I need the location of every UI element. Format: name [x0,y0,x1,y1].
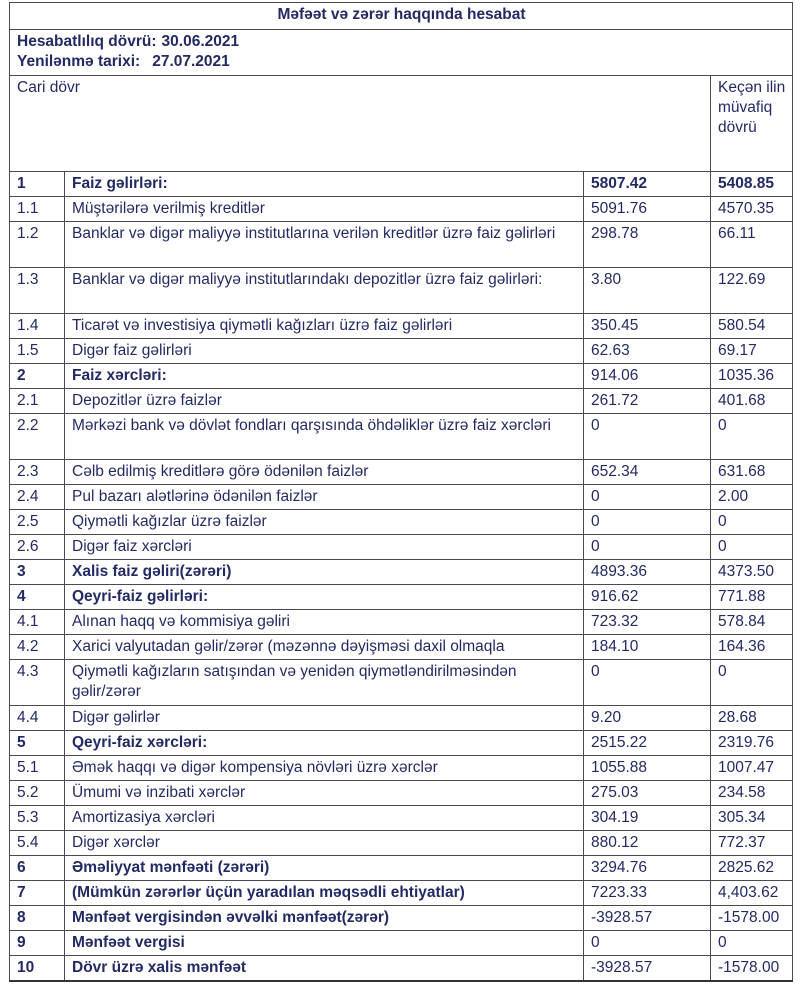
table-row [10,660,793,706]
previous-value: 0 [711,660,793,706]
previous-value: 66.11 [711,222,793,268]
row-number: 2.5 [10,510,65,535]
previous-value: 0 [711,510,793,535]
current-value: 652.34 [584,460,711,485]
row-number: 4.1 [10,610,65,635]
table-row [10,414,793,460]
previous-value: 164.36 [711,635,793,660]
row-number: 6 [10,856,65,881]
table-row [10,856,793,881]
current-value: 298.78 [584,222,711,268]
title-row [10,3,793,30]
current-value: 7223.33 [584,881,711,906]
table-row [10,931,793,956]
row-number: 5.2 [10,781,65,806]
row-number: 4.4 [10,706,65,731]
update-date [17,52,786,72]
current-value: 0 [584,510,711,535]
row-label: Amortizasiya xərcləri [65,806,584,831]
row-number: 1.1 [10,197,65,222]
table-row [10,460,793,485]
table-row [10,831,793,856]
current-value: 261.72 [584,389,711,414]
previous-value: 122.69 [711,268,793,314]
table-row [10,364,793,389]
previous-value: 401.68 [711,389,793,414]
table-row [10,781,793,806]
row-label: Banklar və digər maliyyə institutlarına verilən kreditlər üzrə faiz gəlirləri [65,222,584,268]
previous-value: 305.34 [711,806,793,831]
previous-value: 1007.47 [711,756,793,781]
column-header-row [10,76,793,172]
previous-value: 5408.85 [711,172,793,197]
current-value: 5807.42 [584,172,711,197]
table-row [10,585,793,610]
current-value: 5091.76 [584,197,711,222]
current-value: 4893.36 [584,560,711,585]
current-value: 0 [584,485,711,510]
row-label: Xalis faiz gəliri(zərəri) [65,560,584,585]
row-label: Depozitlər üzrə faizlər [65,389,584,414]
current-value: 723.32 [584,610,711,635]
previous-value: 0 [711,535,793,560]
previous-value: 234.58 [711,781,793,806]
column-header-current: Cari dövr [10,76,711,172]
row-label: Digər gəlirlər [65,706,584,731]
table-row [10,314,793,339]
previous-value: 771.88 [711,585,793,610]
row-label: Mərkəzi bank və dövlət fondları qarşısında öhdəliklər üzrə faiz xərcləri [65,414,584,460]
table-row [10,268,793,314]
row-label: Qiymətli kağızların satışından və yenidən qiymətləndirilməsindən gəlir/zərər [65,660,584,706]
table-row [10,806,793,831]
reporting-period-label: Hesabatlılıq dövrü: [17,33,157,50]
current-value: 0 [584,660,711,706]
row-number: 7 [10,881,65,906]
table-row [10,535,793,560]
table-row [10,706,793,731]
row-number: 8 [10,906,65,931]
row-number: 2.3 [10,460,65,485]
row-label: (Mümkün zərərlər üçün yaradılan məqsədli ehtiyatlar) [65,881,584,906]
row-label: Qeyri-faiz gəlirləri: [65,585,584,610]
row-label: Digər faiz gəlirləri [65,339,584,364]
previous-value: 631.68 [711,460,793,485]
previous-value: 0 [711,414,793,460]
table-row [10,172,793,197]
table-row [10,339,793,364]
table-row [10,756,793,781]
row-number: 5.4 [10,831,65,856]
row-label: Digər xərclər [65,831,584,856]
row-label: Qeyri-faiz xərcləri: [65,731,584,756]
previous-value: 1035.36 [711,364,793,389]
previous-value: 580.54 [711,314,793,339]
row-number: 1.5 [10,339,65,364]
info-row [10,30,793,76]
row-label: Faiz xərcləri: [65,364,584,389]
previous-value: 2319.76 [711,731,793,756]
row-number: 5.3 [10,806,65,831]
row-label: Faiz gəlirləri: [65,172,584,197]
table-row [10,635,793,660]
row-label: Cəlb edilmiş kreditlərə görə ödənilən faizlər [65,460,584,485]
current-value: 916.62 [584,585,711,610]
current-value: 275.03 [584,781,711,806]
row-label: Ümumi və inzibati xərclər [65,781,584,806]
current-value: -3928.57 [584,906,711,931]
row-number: 5.1 [10,756,65,781]
current-value: 9.20 [584,706,711,731]
previous-value: 2825.62 [711,856,793,881]
table-row [10,560,793,585]
row-label: Xarici valyutadan gəlir/zərər (məzənnə dəyişməsi daxil olmaqla [65,635,584,660]
table-row [10,906,793,931]
table-row [10,881,793,906]
table-row [10,222,793,268]
row-label: Dövr üzrə xalis mənfəət [65,956,584,981]
row-number: 2.4 [10,485,65,510]
current-value: 3294.76 [584,856,711,881]
previous-value: -1578.00 [711,906,793,931]
current-value: -3928.57 [584,956,711,981]
table-row [10,197,793,222]
table-row [10,510,793,535]
table-row [10,731,793,756]
row-number: 1.2 [10,222,65,268]
report-title: Məfəət və zərər haqqında hesabat [10,3,793,30]
row-number: 4 [10,585,65,610]
current-value: 0 [584,931,711,956]
row-number: 9 [10,931,65,956]
row-label: Müştərilərə verilmiş kreditlər [65,197,584,222]
row-label: Ticarət və investisiya qiymətli kağızları üzrə faiz gəlirləri [65,314,584,339]
previous-value: 772.37 [711,831,793,856]
previous-value: 578.84 [711,610,793,635]
row-label: Mənfəət vergisi [65,931,584,956]
previous-value: 4570.35 [711,197,793,222]
current-value: 3.80 [584,268,711,314]
current-value: 0 [584,414,711,460]
previous-value: 4373.50 [711,560,793,585]
current-value: 880.12 [584,831,711,856]
row-number: 2 [10,364,65,389]
row-number: 5 [10,731,65,756]
row-label: Əmək haqqı və digər kompensiya növləri üzrə xərclər [65,756,584,781]
pnl-table [9,2,793,982]
previous-value: -1578.00 [711,956,793,981]
row-number: 4.2 [10,635,65,660]
table-row [10,956,793,981]
previous-value: 0 [711,931,793,956]
row-number: 1.3 [10,268,65,314]
table-row [10,610,793,635]
row-number: 1.4 [10,314,65,339]
current-value: 1055.88 [584,756,711,781]
row-number: 2.1 [10,389,65,414]
current-value: 62.63 [584,339,711,364]
current-value: 304.19 [584,806,711,831]
row-label: Mənfəət vergisindən əvvəlki mənfəət(zərər) [65,906,584,931]
current-value: 2515.22 [584,731,711,756]
current-value: 0 [584,535,711,560]
previous-value: 2.00 [711,485,793,510]
row-label: Pul bazarı alətlərinə ödənilən faizlər [65,485,584,510]
row-label: Alınan haqq və kommisiya gəliri [65,610,584,635]
row-number: 1 [10,172,65,197]
report-meta [10,30,793,76]
table-row [10,485,793,510]
row-number: 10 [10,956,65,981]
update-date-label: Yenilənmə tarixi: [17,53,141,70]
update-date-value: 27.07.2021 [152,53,230,70]
row-label: Əməliyyat mənfəəti (zərəri) [65,856,584,881]
reporting-period [17,32,786,52]
row-label: Qiymətli kağızlar üzrə faizlər [65,510,584,535]
previous-value: 28.68 [711,706,793,731]
previous-value: 4,403.62 [711,881,793,906]
previous-value: 69.17 [711,339,793,364]
reporting-period-value: 30.06.2021 [161,33,240,50]
row-label: Digər faiz xərcləri [65,535,584,560]
row-number: 2.2 [10,414,65,460]
row-number: 4.3 [10,660,65,706]
current-value: 914.06 [584,364,711,389]
column-header-previous: Keçən ilin müvafiq dövrü [711,76,793,172]
current-value: 350.45 [584,314,711,339]
current-value: 184.10 [584,635,711,660]
row-number: 3 [10,560,65,585]
row-number: 2.6 [10,535,65,560]
row-label: Banklar və digər maliyyə institutlarındakı depozitlər üzrə faiz gəlirləri: [65,268,584,314]
table-row [10,389,793,414]
